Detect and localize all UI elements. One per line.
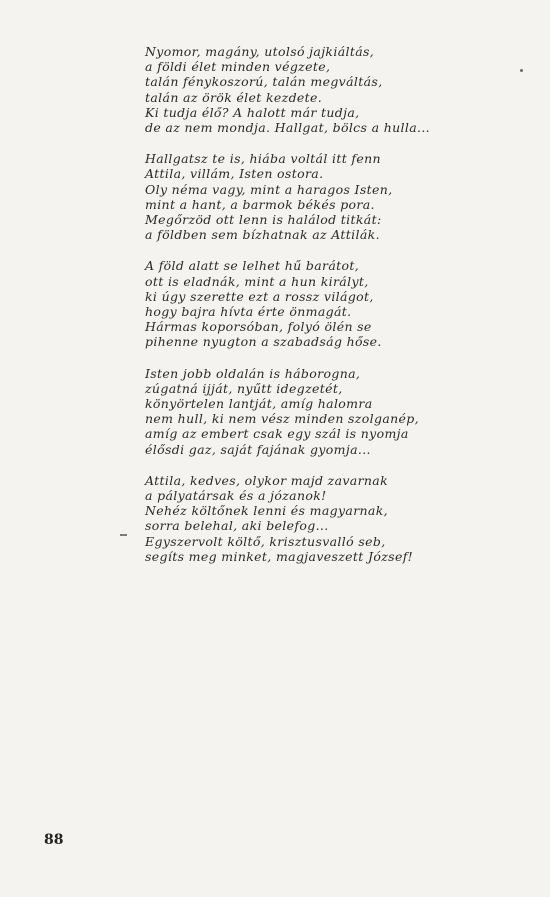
poem-line: Oly néma vagy, mint a haragos Isten, (145, 181, 393, 197)
print-speck (520, 69, 523, 72)
poem-line: Ki tudja élő? A halott már tudja, (145, 104, 360, 120)
poem-line: sorra belehal, aki belefog... (145, 518, 329, 534)
poem-line: Attila, villám, Isten ostora. (145, 166, 324, 182)
poem-line: mint a hant, a barmok békés pora. (145, 196, 375, 212)
poem-line: ott is eladnák, mint a hun királyt, (145, 273, 369, 289)
poem-line: a földben sem bízhatnak az Attilák. (145, 227, 380, 243)
poem-line: ki úgy szerette ezt a rossz világot, (145, 288, 374, 304)
margin-mark (120, 534, 127, 536)
stanza-3 (145, 258, 485, 349)
poem-line: amíg az embert csak egy szál is nyomja (145, 426, 409, 442)
poem-line: de az nem mondja. Hallgat, bölcs a hulla... (145, 120, 430, 136)
poem-line: segíts meg minket, magjaveszett József! (145, 548, 414, 564)
poem-line: Attila, kedves, olykor majd zavarnak (145, 472, 389, 488)
poem-line: könyörtelen lantját, amíg halomra (145, 396, 373, 412)
poem-line: Hallgatsz te is, hiába voltál itt fenn (145, 151, 381, 167)
stanza-4 (145, 366, 485, 457)
poem-line: talán az örök élet kezdete. (145, 89, 323, 105)
poem-line: Nyomor, magány, utolsó jajkiáltás, (145, 44, 375, 59)
poem-line: Megőrzöd ott lenn is halálod titkát: (145, 212, 382, 228)
poem-line: pihenne nyugton a szabadság hőse. (145, 334, 382, 350)
stanza-5 (145, 473, 485, 564)
poem-line: Nehéz költőnek lenni és magyarnak, (145, 503, 388, 519)
poem (145, 44, 485, 580)
poem-line: nem hull, ki nem vész minden szolganép, (145, 411, 419, 427)
poem-line: zúgatná ijját, nyűtt idegzetét, (145, 380, 343, 396)
poem-line: hogy bajra hívta érte önmagát. (145, 304, 352, 320)
poem-line: Isten jobb oldalán is háborogna, (145, 365, 361, 381)
poem-line: élősdi gaz, saját fajának gyomja... (145, 441, 371, 457)
poem-line: talán fénykoszorú, talán megváltás, (145, 74, 383, 90)
poem-line: a földi élet minden végzete, (145, 59, 331, 75)
page-number: 88 (44, 832, 64, 848)
stanza-2 (145, 151, 485, 242)
poem-line: Egyszervolt költő, krisztusvalló seb, (145, 533, 386, 549)
stanza-1 (145, 44, 485, 135)
poem-line: Hármas koporsóban, folyó ölén se (145, 319, 372, 335)
poem-line: a pályatársak és a józanok! (145, 488, 327, 504)
poem-line: A föld alatt se lelhet hű barátot, (145, 258, 360, 274)
